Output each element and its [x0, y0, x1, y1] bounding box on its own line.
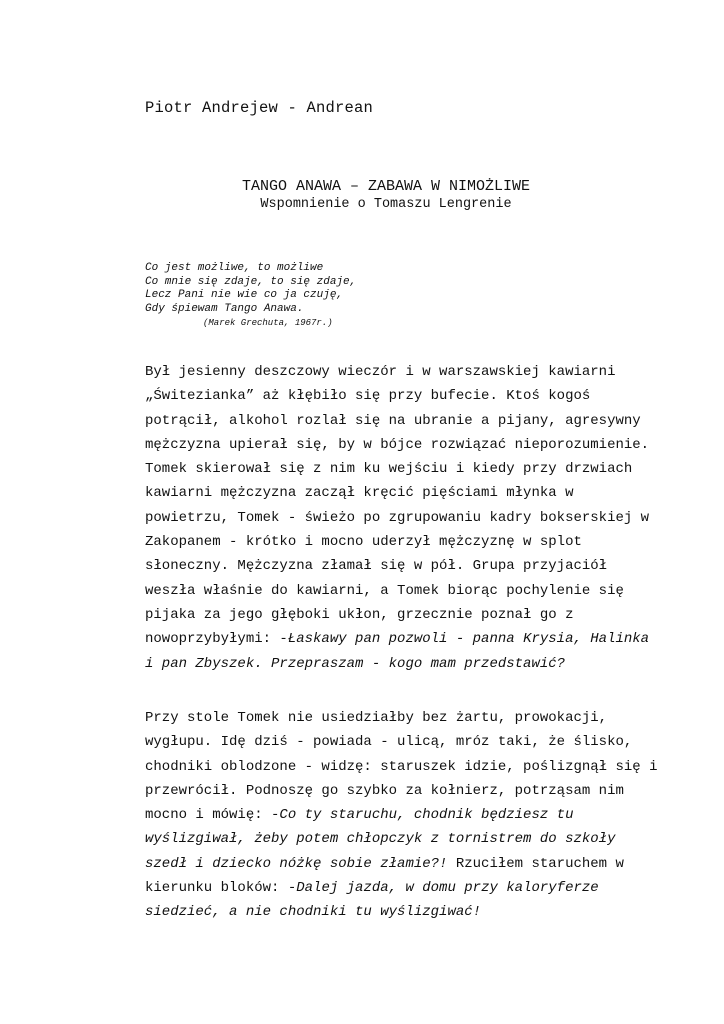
text-line: chodniki oblodzone - widzę: staruszek idzie, poślizgnął się i: [145, 758, 658, 775]
text-line: Był jesienny deszczowy wieczór i w warszawskiej kawiarni: [145, 364, 616, 380]
text-line: przewrócił. Podnoszę go szybko za kołnierz, potrząsam nim: [145, 782, 624, 799]
text-segment: mocno i mówię: -: [145, 807, 280, 824]
text-line: Zakopanem - krótko i mocno uderzył mężczyznę w splot: [145, 534, 582, 551]
epigraph-line: Co mnie się zdaje, to się zdaje,: [145, 275, 357, 288]
text-line: [145, 876, 685, 900]
text-line: pijaka za jego głęboki ukłon, grzecznie poznał go z: [145, 606, 574, 623]
text-line: weszła właśnie do kawiarni, a Tomek biorąc pochylenie się: [145, 582, 624, 599]
text-line: słoneczny. Mężczyzna złamał się w pół. Grupa przyjaciół: [145, 558, 608, 575]
author-name: Piotr Andrejew - Andrean: [145, 99, 374, 117]
text-line: [145, 652, 685, 676]
epigraph: [145, 262, 356, 331]
text-line: Tomek skierował się z nim ku wejściu i kiedy przy drzwiach: [145, 461, 633, 478]
epigraph-line: Lecz Pani nie wie co ja czuję,: [145, 289, 344, 302]
italic-quote: szedł i dziecko nóżkę sobie złamie?!: [145, 855, 448, 872]
paragraph-1: [145, 360, 685, 676]
text-line: wygłupu. Idę dziś - powiada - ulicą, mróz taki, że ślisko,: [145, 734, 633, 751]
text-segment: nowoprzybyłymi: -: [145, 631, 288, 648]
text-line: [145, 827, 685, 851]
italic-quote: siedzieć, a nie chodniki tu wyślizgiwać!: [145, 904, 482, 921]
paragraph-2: [145, 706, 685, 925]
italic-quote: wyślizgiwał, żeby potem chłopczyk z tornistrem do szkoły: [145, 831, 616, 848]
text-segment: Rzuciłem staruchem w: [447, 855, 624, 872]
text-line: [145, 627, 685, 651]
text-line: potrącił, alkohol rozlał się na ubranie a pijany, agresywny: [145, 412, 641, 429]
text-line: kawiarni mężczyzna zaczął kręcić pięściami młynka w: [145, 485, 574, 502]
text-line: [145, 900, 685, 924]
italic-quote: Łaskawy pan pozwoli - panna Krysia, Halinka: [287, 631, 650, 648]
document-subtitle: Wspomnienie o Tomaszu Lengrenie: [260, 197, 512, 212]
italic-quote: Dalej jazda, w domu przy kaloryferze: [296, 880, 599, 897]
text-line: mężczyzna upierał się, by w bójce rozwiązać nieporozumienie.: [145, 436, 650, 453]
epigraph-line: Co jest możliwe, to możliwe: [145, 262, 324, 274]
text-line: [145, 852, 685, 876]
italic-quote: i pan Zbyszek. Przepraszam - kogo mam przedstawić?: [145, 655, 566, 672]
text-line: Przy stole Tomek nie usiedziałby bez żartu, prowokacji,: [145, 710, 608, 726]
text-line: [145, 803, 685, 827]
epigraph-line: Gdy śpiewam Tango Anawa.: [145, 302, 304, 315]
epigraph-source: (Marek Grechuta, 1967r.): [203, 318, 333, 329]
text-line: „Świtezianka” aż kłębiło się przy bufecie. Ktoś kogoś: [145, 388, 591, 405]
text-line: powietrzu, Tomek - świeżo po zgrupowaniu kadry bokserskiej w: [145, 509, 650, 526]
italic-quote: Co ty staruchu, chodnik będziesz tu: [279, 807, 574, 824]
document-title: TANGO ANAWA – ZABAWA W NIMOŻLIWE: [241, 178, 531, 195]
text-segment: kierunku bloków: -: [145, 880, 297, 897]
